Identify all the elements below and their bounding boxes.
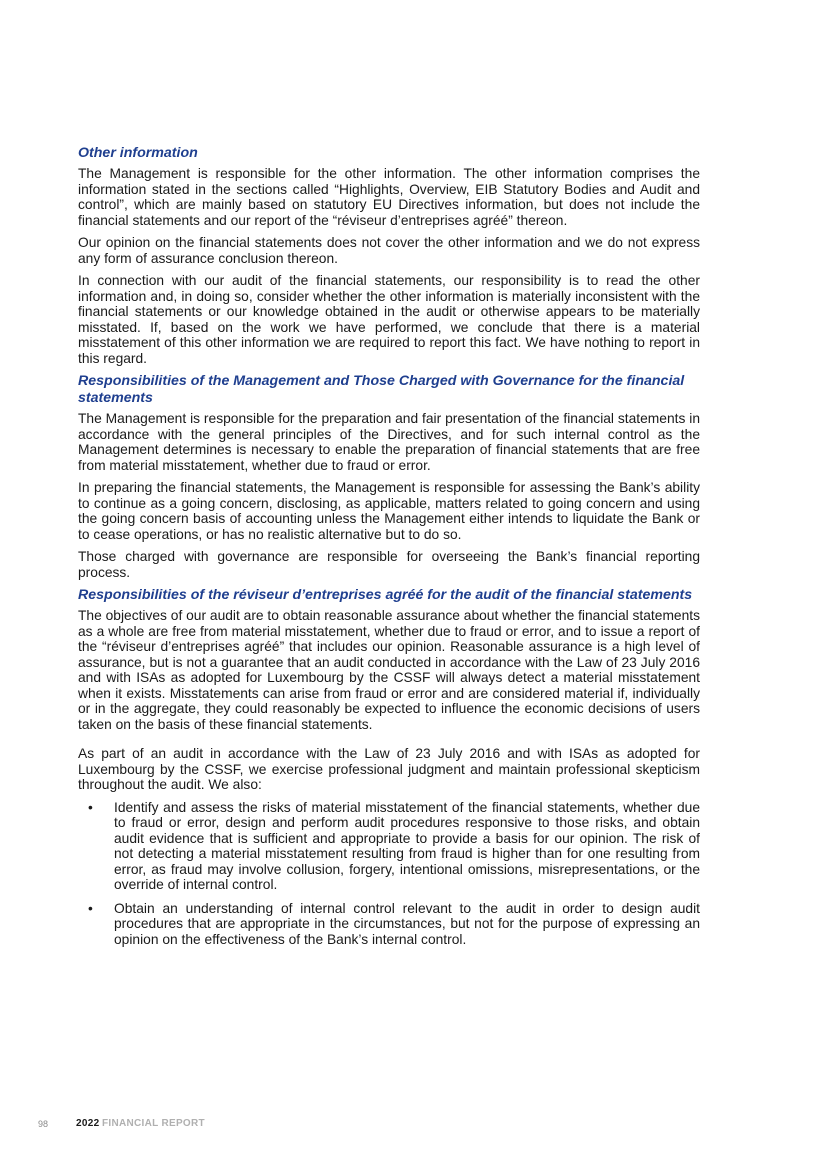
- paragraph: The Management is responsible for the other information. The other information comprises the information stated in the sections called “Highlights, Overview, EIB Statutory Bodies and Audit and control”, which are mainly based on statutory EU Directives information, but does not include the financial statements and our report of the “réviseur d’entreprises agréé” thereon.: [78, 166, 700, 228]
- paragraph: Those charged with governance are responsible for overseeing the Bank’s financial reporting process.: [78, 549, 700, 580]
- footer-report-title: FINANCIAL REPORT: [101, 1118, 205, 1129]
- bullet-item: [88, 901, 700, 948]
- page-footer: [38, 1118, 205, 1129]
- page-number: 98: [38, 1118, 49, 1129]
- paragraph: As part of an audit in accordance with the Law of 23 July 2016 and with ISAs as adopted for Luxembourg by the CSSF, we exercise professional judgment and maintain professional skepticism throughout the audit. We also:: [78, 746, 700, 792]
- bullet-list: [78, 800, 700, 948]
- document-body: [78, 145, 700, 955]
- bullet-item: [88, 800, 700, 893]
- paragraph: Our opinion on the financial statements does not cover the other information and we do not express any form of assurance conclusion thereon.: [78, 235, 700, 266]
- section-heading-reviseur-responsibilities: Responsibilities of the réviseur d’entreprises agréé for the audit of the financial statements: [78, 587, 693, 603]
- bullet-dot-icon: •: [88, 900, 93, 916]
- footer-title: [76, 1118, 205, 1129]
- footer-year: 2022: [76, 1118, 100, 1129]
- bullet-dot-icon: •: [88, 799, 93, 815]
- paragraph: The objectives of our audit are to obtain reasonable assurance about whether the financial statements as a whole are free from material misstatement, whether due to fraud or error, and to issue a report of the “réviseur d’entreprises agréé” that includes our opinion. Reasonable assurance is a high level of assurance, but is not a guarantee that an audit conducted in accordance with the Law of 23 July 2016 and with ISAs as adopted for Luxembourg by the CSSF will always detect a material misstatement when it exists. Misstatements can arise from fraud or error and are considered material if, individually or in the aggregate, they could reasonably be expected to influence the economic decisions of users taken on the basis of these financial statements.: [78, 608, 701, 732]
- bullet-text: Identify and assess the risks of material misstatement of the financial statements, whether due to fraud or error, design and perform audit procedures responsive to those risks, and obtain audit evidence that is sufficient and appropriate to provide a basis for our opinion. The risk of not detecting a material misstatement resulting from fraud is higher than for one resulting from error, as fraud may involve collusion, forgery, intentional omissions, misrepresentations, or the override of internal control.: [114, 799, 700, 892]
- paragraph: In preparing the financial statements, the Management is responsible for assessing the Bank’s ability to continue as a going concern, disclosing, as applicable, matters related to going concern and using the going concern basis of accounting unless the Management either intends to liquidate the Bank or to cease operations, or has no realistic alternative but to do so.: [78, 480, 700, 542]
- section-heading-management-responsibilities: Responsibilities of the Management and Those Charged with Governance for the financial statements: [78, 373, 685, 406]
- paragraph: The Management is responsible for the preparation and fair presentation of the financial statements in accordance with the general principles of the Directives, and for such internal control as the Management determines is necessary to enable the preparation of financial statements that are free from material misstatement, whether due to fraud or error.: [78, 411, 700, 473]
- paragraph: In connection with our audit of the financial statements, our responsibility is to read the other information and, in doing so, consider whether the other information is materially inconsistent with the financial statements or our knowledge obtained in the audit or otherwise appears to be materially misstated. If, based on the work we have performed, we conclude that there is a material misstatement of this other information we are required to report this fact. We have nothing to report in this regard.: [78, 273, 700, 366]
- section-heading-other-information: Other information: [78, 145, 198, 161]
- bullet-text: Obtain an understanding of internal control relevant to the audit in order to design audit procedures that are appropriate in the circumstances, but not for the purpose of expressing an opinion on the effectiveness of the Bank’s internal control.: [114, 900, 700, 947]
